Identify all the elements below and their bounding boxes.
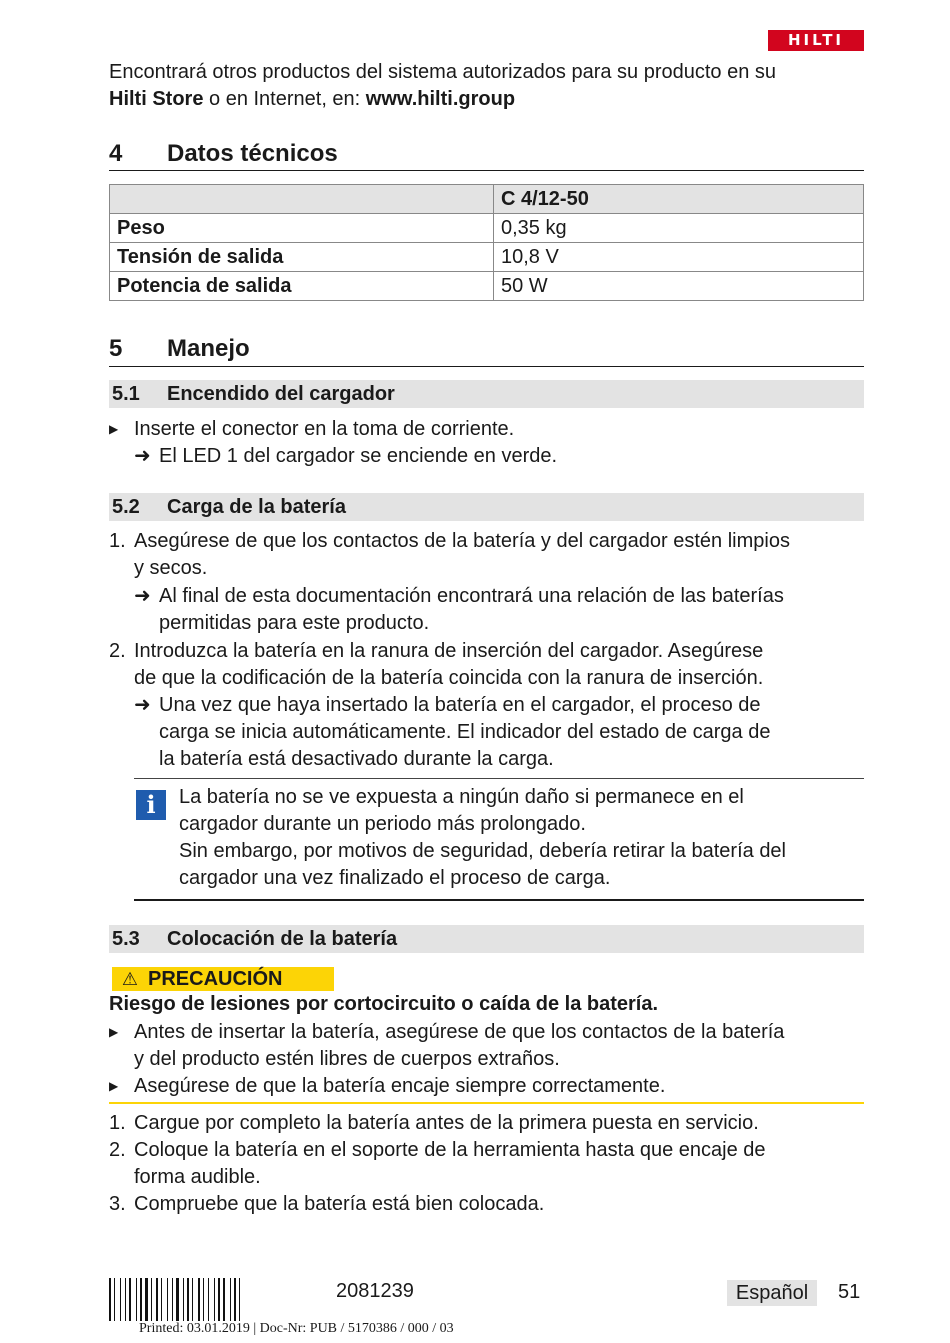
result-line: Una vez que haya insertado la batería en el cargador, el proceso de bbox=[159, 694, 761, 716]
table-header-row bbox=[110, 185, 864, 214]
section-4-number: 4 bbox=[109, 140, 123, 167]
barcode-image bbox=[109, 1278, 314, 1321]
caution-bottom-rule bbox=[109, 1102, 864, 1104]
step-number: 1. bbox=[109, 530, 126, 552]
result-line: Al final de esta documentación encontrará una relación de las baterías bbox=[159, 585, 784, 607]
bullet-triangle-icon: ▶ bbox=[109, 422, 119, 437]
step-text: Cargue por completo la batería antes de la primera puesta en servicio. bbox=[134, 1112, 759, 1134]
caution-label: PRECAUCIÓN bbox=[148, 968, 283, 990]
result-arrow-icon: ➜ bbox=[134, 585, 151, 607]
website-link[interactable]: www.hilti.group bbox=[365, 88, 516, 110]
technical-data-table bbox=[109, 184, 864, 301]
caution-line: Asegúrese de que la batería encaje siempre correctamente. bbox=[134, 1075, 666, 1097]
bullet-triangle-icon: ▶ bbox=[109, 1079, 119, 1094]
caution-item bbox=[109, 1073, 864, 1100]
hilti-logo: HILTI bbox=[768, 30, 864, 51]
step-line: Coloque la batería en el soporte de la herramienta hasta que encaje de bbox=[134, 1139, 766, 1161]
result-text: El LED 1 del cargador se enciende en verde. bbox=[159, 445, 558, 467]
caution-title: Riesgo de lesiones por cortocircuito o caída de la batería. bbox=[109, 993, 659, 1015]
intro-line-2 bbox=[109, 86, 869, 113]
subsection-5-3-heading bbox=[109, 925, 864, 953]
note-line: cargador durante un periodo más prolongado. bbox=[179, 813, 586, 835]
step-text bbox=[134, 1137, 864, 1191]
step-text: Inserte el conector en la toma de corriente. bbox=[134, 418, 515, 440]
section-5-heading bbox=[109, 334, 250, 364]
intro-line-1: Encontrará otros productos del sistema autorizados para su producto en su bbox=[109, 61, 777, 83]
step-line: Asegúrese de que los contactos de la batería y del cargador estén limpios bbox=[134, 530, 790, 552]
note-top-rule bbox=[134, 778, 864, 779]
caution-line: Antes de insertar la batería, asegúrese de que los contactos de la batería bbox=[134, 1021, 785, 1043]
row-label: Peso bbox=[110, 214, 494, 243]
intro-text bbox=[109, 59, 869, 113]
step-line: forma audible. bbox=[134, 1166, 261, 1188]
section-4-rule bbox=[109, 170, 864, 171]
page-number: 51 bbox=[838, 1281, 861, 1303]
note-line: La batería no se ve expuesta a ningún daño si permanece en el bbox=[179, 786, 744, 808]
section-5-number: 5 bbox=[109, 335, 123, 362]
row-value: 0,35 kg bbox=[494, 214, 864, 243]
subsection-5-3-title: Colocación de la batería bbox=[167, 928, 398, 950]
subsection-5-3-number: 5.3 bbox=[112, 928, 140, 950]
table-header-model: C 4/12-50 bbox=[494, 185, 864, 214]
result-item bbox=[134, 583, 864, 637]
note-line: Sin embargo, por motivos de seguridad, debería retirar la batería del bbox=[179, 840, 787, 862]
section-5-title: Manejo bbox=[167, 335, 250, 362]
result-line: permitidas para este producto. bbox=[159, 612, 430, 634]
intro-mid-text: o en Internet, en: bbox=[203, 88, 366, 110]
subsection-5-2-title: Carga de la batería bbox=[167, 496, 346, 518]
result-line: carga se inicia automáticamente. El indicador del estado de carga de bbox=[159, 721, 771, 743]
subsection-5-2-number: 5.2 bbox=[112, 496, 140, 518]
table-header-empty bbox=[110, 185, 494, 214]
result-line: la batería está desactivado durante la carga. bbox=[159, 748, 554, 770]
subsection-5-1-number: 5.1 bbox=[112, 383, 140, 405]
result-arrow-icon: ➜ bbox=[134, 694, 151, 716]
section-4-title: Datos técnicos bbox=[167, 140, 338, 167]
caution-banner bbox=[112, 967, 334, 991]
step-text: Compruebe que la batería está bien colocada. bbox=[134, 1193, 545, 1215]
caution-line: y del producto estén libres de cuerpos extraños. bbox=[134, 1048, 560, 1070]
subsection-5-1-heading bbox=[109, 380, 864, 408]
step-text bbox=[134, 638, 864, 692]
step-item bbox=[109, 416, 864, 443]
result-item bbox=[134, 692, 864, 773]
step-number: 2. bbox=[109, 1139, 126, 1161]
language-label: Español bbox=[727, 1280, 817, 1306]
step-number: 2. bbox=[109, 640, 126, 662]
result-arrow-icon: ➜ bbox=[134, 445, 151, 467]
table-row bbox=[110, 243, 864, 272]
section-5-rule bbox=[109, 366, 864, 367]
step-line: de que la codificación de la batería coincida con la ranura de inserción. bbox=[134, 667, 764, 689]
doc-number: 2081239 bbox=[336, 1280, 414, 1302]
subsection-5-1-title: Encendido del cargador bbox=[167, 383, 395, 405]
step-line: y secos. bbox=[134, 557, 208, 579]
info-note bbox=[179, 784, 864, 892]
step-number: 3. bbox=[109, 1193, 126, 1215]
caution-item bbox=[109, 1019, 864, 1073]
warning-triangle-icon: ⚠ bbox=[121, 969, 139, 989]
step-number: 1. bbox=[109, 1112, 126, 1134]
row-value: 10,8 V bbox=[494, 243, 864, 272]
step-text bbox=[134, 528, 864, 582]
result-item bbox=[134, 443, 864, 470]
row-label: Potencia de salida bbox=[110, 272, 494, 301]
table-row bbox=[110, 214, 864, 243]
subsection-5-2-heading bbox=[109, 493, 864, 521]
step-line: Introduzca la batería en la ranura de inserción del cargador. Asegúrese bbox=[134, 640, 764, 662]
hilti-store-label: Hilti Store bbox=[109, 88, 204, 110]
info-icon: i bbox=[136, 790, 166, 820]
row-value: 50 W bbox=[494, 272, 864, 301]
print-info: Printed: 03.01.2019 | Doc-Nr: PUB / 5170386 / 000 / 03 bbox=[139, 1321, 454, 1336]
note-bottom-rule bbox=[134, 899, 864, 901]
section-4-heading bbox=[109, 139, 338, 169]
bullet-triangle-icon: ▶ bbox=[109, 1025, 119, 1039]
row-label: Tensión de salida bbox=[110, 243, 494, 272]
note-line: cargador una vez finalizado el proceso de carga. bbox=[179, 867, 611, 889]
table-row bbox=[110, 272, 864, 301]
